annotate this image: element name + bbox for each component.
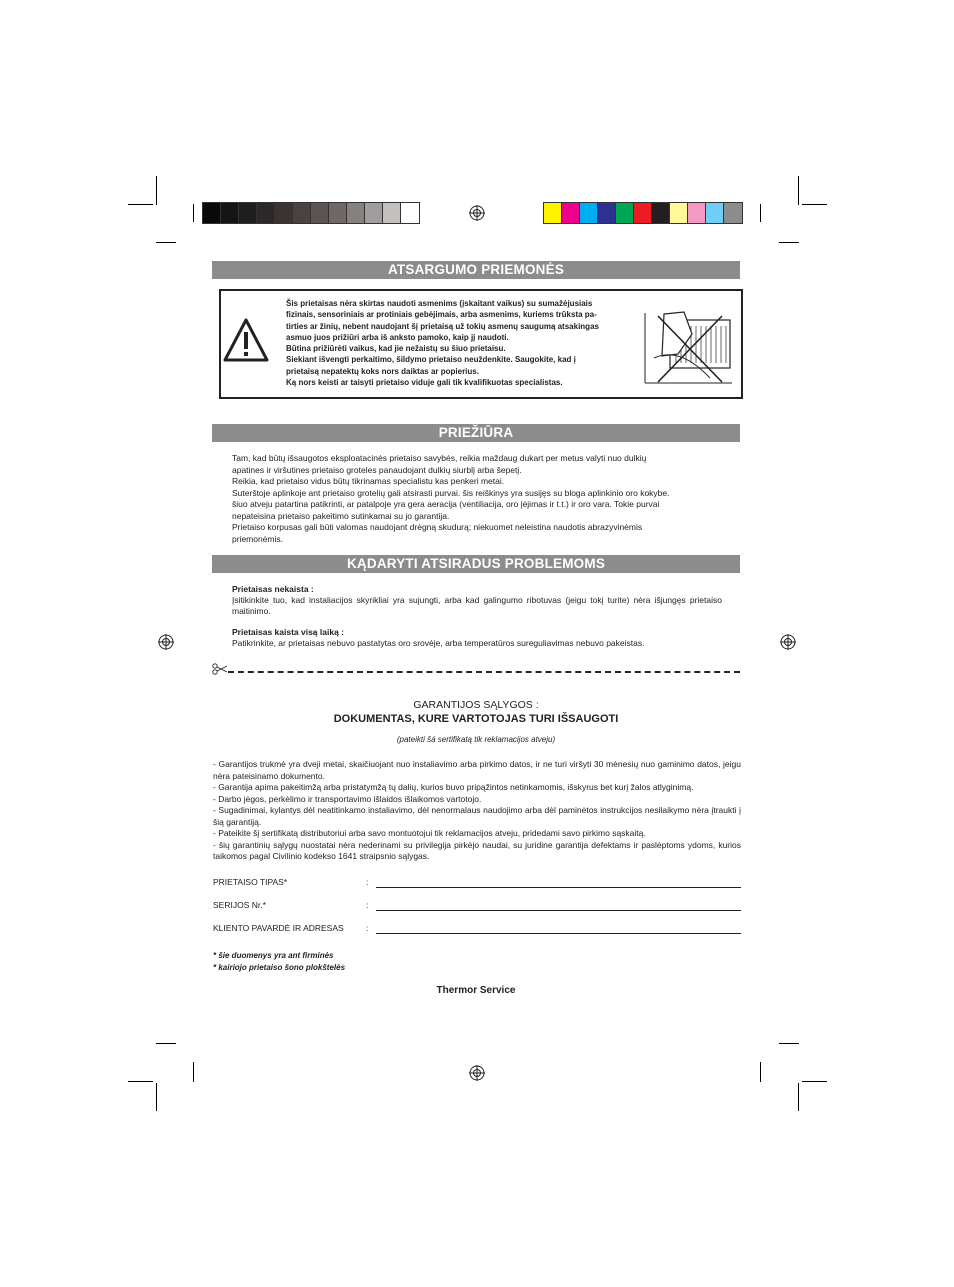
field-colon: : <box>366 900 369 910</box>
text-line: Prietaiso korpusas gali būti valomas naudojant drėgną skudurą; niekuomet neleistina naudotis abrazyvinėmis <box>232 522 643 532</box>
color-swatch <box>670 203 688 223</box>
text-line: Reikia, kad prietaiso vidus būtų tikrinamas specialistu kas penkeri metai. <box>232 476 505 486</box>
warning-line: asmuo juos prižiūri arba iš anksto pamoko, kaip jį naudoti. <box>286 332 509 342</box>
color-swatch <box>544 203 562 223</box>
crop-mark <box>779 1043 799 1044</box>
field-label-client-name-address: KLIENTO PAVARDĖ IR ADRESAS <box>213 923 344 933</box>
crop-mark <box>156 242 176 243</box>
crop-mark <box>779 242 799 243</box>
crop-mark <box>156 1083 157 1111</box>
registration-mark-icon <box>469 1065 485 1081</box>
service-name: Thermor Service <box>436 985 516 996</box>
crop-mark <box>156 1043 176 1044</box>
warning-line: Šis prietaisas nėra skirtas naudoti asmenims (įskaitant vaikus) su sumažėjusiais <box>286 299 593 308</box>
device-type-field[interactable] <box>376 887 741 888</box>
text-line: Tam, kad būtų išsaugotos eksploatacinės prietaiso savybės, reikia maždaug dukart per metus valyti nuo dulkių <box>232 453 647 463</box>
guarantee-term: - Garantijos trukmė yra dveji metai, skaičiuojant nuo instaliavimo arba pirkimo datos, ir ne turi viršyti 30 mėnesių nuo gaminimo datos, jeigu nėra pateisinamo dokumento. <box>213 759 741 781</box>
footnote: * kairiojo prietaiso šono plokštelės <box>213 963 346 972</box>
crop-mark <box>802 1081 827 1082</box>
crop-mark <box>798 1083 799 1111</box>
crop-mark <box>193 204 194 222</box>
color-swatch <box>562 203 580 223</box>
text-line: šiuo atveju patartina patikrinti, ar patalpoje yra gera aeracija (ventiliacija, oro įėjimas ir t.t.) ir oro vara. Tokie purvai <box>232 499 660 509</box>
guarantee-term: - Pateikite šį sertifikatą distributoriui arba savo montuotojui tik reklamacijos atveju, pridedami savo pirkimo sąskaitą. <box>213 828 646 838</box>
scissors-icon <box>212 663 228 675</box>
do-not-cover-heater-icon <box>640 308 735 388</box>
color-swatch <box>239 203 257 223</box>
grayscale-calibration-bar <box>202 202 420 224</box>
problem-heading: Prietaisas nekaista : <box>232 584 314 594</box>
serial-number-field[interactable] <box>376 910 741 911</box>
guarantee-term: - Garantija apima pakeitimžą arba pristatymžą tų dalių, kurios buvo pripąžintos netinkamomis, išskyrus bet kurį žalos atlyginimą. <box>213 782 694 792</box>
text-line: priemonėmis. <box>232 533 284 544</box>
registration-mark-icon <box>469 205 485 221</box>
problem-item <box>232 627 722 649</box>
footnote: * šie duomenys yra ant firminės <box>213 951 334 960</box>
guarantee-title: GARANTIJOS SĄLYGOS : <box>413 699 539 711</box>
color-swatch <box>616 203 634 223</box>
cut-line <box>228 671 740 673</box>
warning-line: Būtina prižiūrėti vaikus, kad jie nežaistų su šiuo prietaisu. <box>286 344 506 354</box>
color-swatch <box>383 203 401 223</box>
field-colon: : <box>366 877 369 887</box>
color-swatch <box>706 203 724 223</box>
crop-mark <box>798 176 799 205</box>
client-name-address-field[interactable] <box>376 933 741 934</box>
color-swatch <box>580 203 598 223</box>
problem-text: Patikrinkite, ar prietaisas nebuvo pastatytas oro srovėje, arba temperatūros sureguliavimas nebuvo pakeistas. <box>232 638 645 648</box>
warning-line: prietaisą nepatektų koks nors daiktas ar popierius. <box>286 366 479 376</box>
color-swatch <box>598 203 616 223</box>
crop-mark <box>760 204 761 222</box>
crop-mark <box>156 176 157 205</box>
section-header-problemos: KĄDARYTI ATSIRADUS PROBLEMOMS <box>212 555 740 573</box>
color-swatch <box>347 203 365 223</box>
color-calibration-bar <box>543 202 743 224</box>
field-colon: : <box>366 923 369 933</box>
registration-mark-icon <box>780 634 796 650</box>
guarantee-terms <box>213 759 741 863</box>
color-swatch <box>329 203 347 223</box>
color-swatch <box>257 203 275 223</box>
field-label-device-type: PRIETAISO TIPAS* <box>213 877 288 887</box>
color-swatch <box>275 203 293 223</box>
color-swatch <box>293 203 311 223</box>
color-swatch <box>203 203 221 223</box>
warning-line: Siekiant išvengti perkaitimo, šildymo prietaiso neuždenkite. Saugokite, kad į <box>286 355 576 365</box>
color-swatch <box>365 203 383 223</box>
guarantee-term: - Sugadinimai, kylantys dėl neatitinkamo instaliavimo, dėl nenormalaus naudojimo arba dėl paminėtos instrukcijos nesilaikymo nėra įtraukti į šią garantiją. <box>213 805 741 827</box>
warning-triangle-icon <box>223 317 269 363</box>
section-header-atsargumo: ATSARGUMO PRIEMONĖS <box>212 261 740 279</box>
guarantee-term: - Darbo jėgos, perkėlimo ir transportavimo išlaidos išlaikomos vartotojo. <box>213 793 482 804</box>
crop-mark <box>802 204 827 205</box>
problem-text: Įsitikinkite tuo, kad instaliacijos skyrikliai yra sujungti, arba kad galingumo ribotuvas (jeigu tokį turite) nėra išjungęs prietaiso maitinimo. <box>232 595 722 616</box>
crop-mark <box>193 1062 194 1082</box>
text-line: apatines ir viršutines prietaiso groteles panaudojant dulkių siurblį arba šepetį. <box>232 464 522 475</box>
maintenance-text <box>232 453 720 545</box>
field-label-serial-number: SERIJOS Nr.* <box>213 900 266 910</box>
text-line: Suterštoje aplinkoje ant prietaiso grotelių gali atsirasti purvai. šis reiškinys yra susijęs su bloga aplinkinio oro kokybe. <box>232 487 670 498</box>
warning-line: fizinais, sensoriniais ar protiniais gebėjimais, arba asmenims, kuriems trūksta pa- <box>286 310 597 320</box>
color-swatch <box>724 203 742 223</box>
color-swatch <box>401 203 419 223</box>
crop-mark <box>128 1081 153 1082</box>
crop-mark <box>128 204 153 205</box>
color-swatch <box>652 203 670 223</box>
color-swatch <box>634 203 652 223</box>
warning-line: tirties ar žinių, nebent naudojant šį prietaisą už tokių asmenų saugumą atsakingas <box>286 321 599 331</box>
color-swatch <box>688 203 706 223</box>
guarantee-term: - šių garantinių sąlygų nuostatai nėra nederinami su privilegija pirkėjo naudai, su juridine garantija defektams ir paslėptoms ydoms, kurios taikomos pagal Civilinio kodekso 1641 straipsnio sąlygas. <box>213 839 741 861</box>
crop-mark <box>760 1062 761 1082</box>
color-swatch <box>221 203 239 223</box>
text-line: nepateisina prietaiso pakeitimo sutinkamai su jo garantija. <box>232 510 450 521</box>
warning-text <box>286 298 628 388</box>
registration-mark-icon <box>158 634 174 650</box>
problem-heading: Prietaisas kaista visą laiką : <box>232 627 344 637</box>
warning-line: Ką nors keisti ar taisyti prietaiso viduje gali tik kvalifikuotas specialistas. <box>286 378 563 388</box>
color-swatch <box>311 203 329 223</box>
problem-item <box>232 584 722 617</box>
guarantee-subtitle: DOKUMENTAS, KURE VARTOTOJAS TURI IŠSAUGOTI <box>333 713 619 725</box>
guarantee-note: (pateikti šá sertifikatą tik reklamacijos atveju) <box>396 735 556 744</box>
section-header-prieziura: PRIEŽIŪRA <box>212 424 740 442</box>
